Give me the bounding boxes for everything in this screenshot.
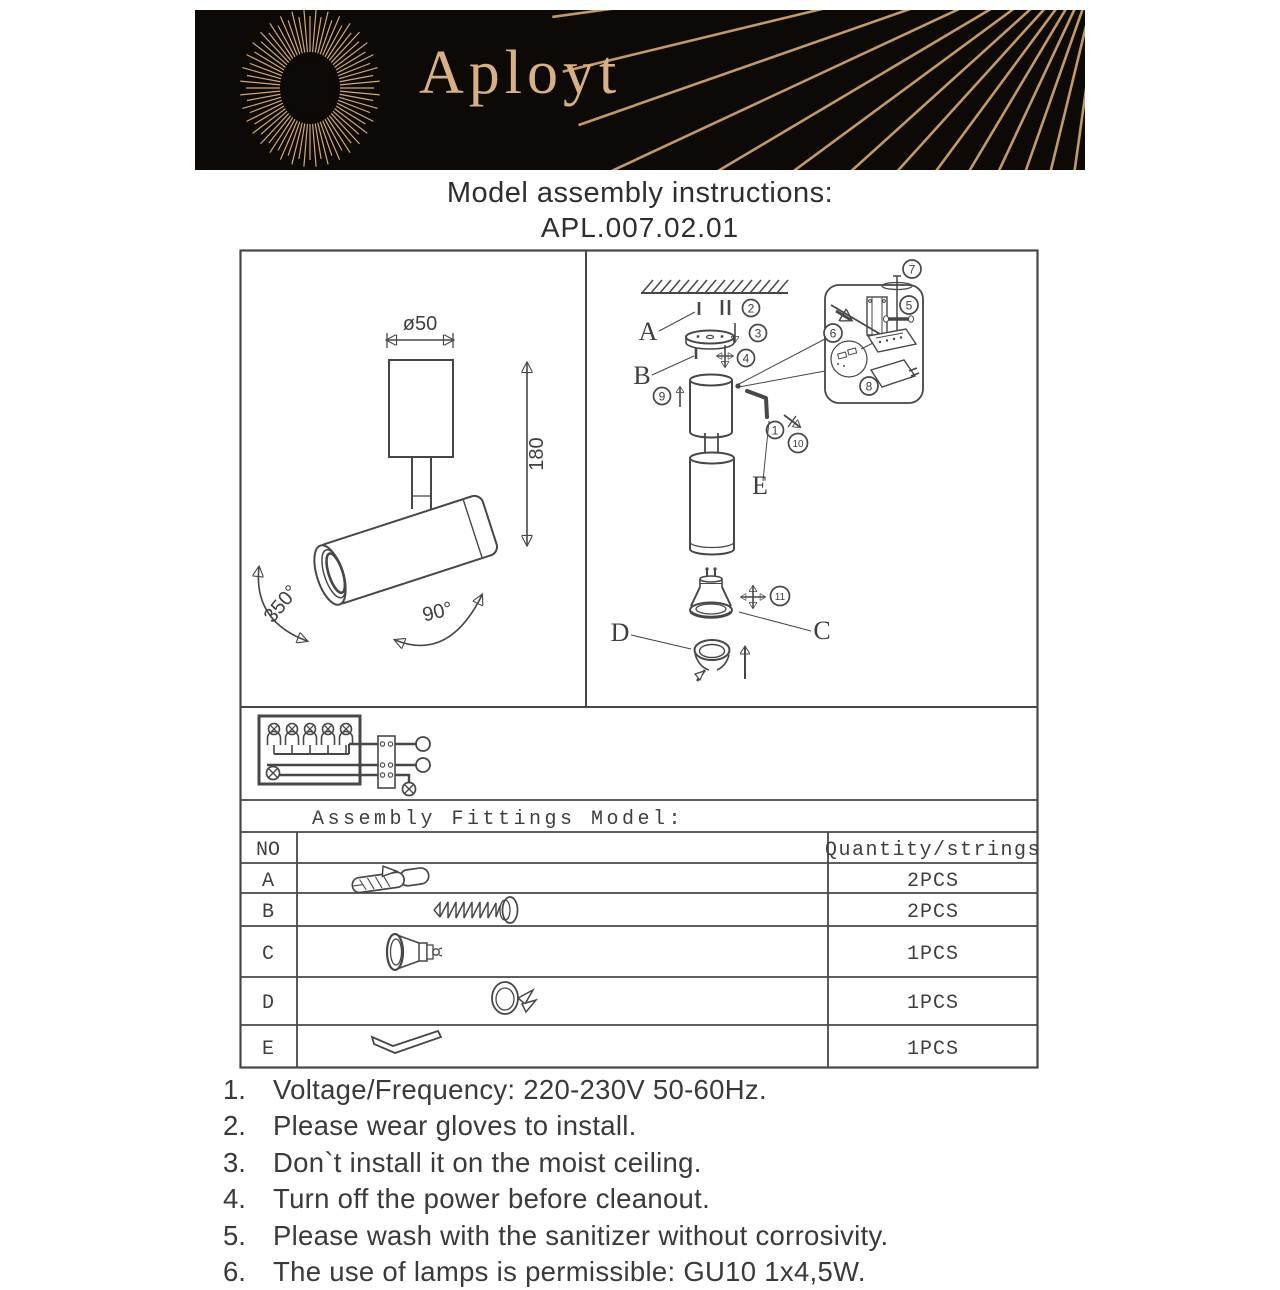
row-d-no: D bbox=[261, 992, 275, 1015]
note-item bbox=[215, 1181, 888, 1217]
svg-text:11: 11 bbox=[774, 592, 786, 603]
note-text: The use of lamps is permissible: GU10 1x4,5W. bbox=[273, 1255, 866, 1287]
callout-9 bbox=[654, 388, 671, 405]
note-item bbox=[215, 1108, 888, 1144]
note-text: Please wash with the sanitizer without corrosivity. bbox=[273, 1219, 889, 1251]
row-c-no: C bbox=[261, 943, 275, 966]
note-number: 4. bbox=[223, 1183, 246, 1215]
note-number: 6. bbox=[223, 1255, 246, 1287]
diagram-area bbox=[239, 249, 1039, 1069]
sunburst-logo-icon bbox=[240, 10, 379, 167]
row-e-no: E bbox=[261, 1038, 275, 1061]
mounting-screw-icon bbox=[434, 897, 518, 923]
callout-11 bbox=[771, 587, 790, 606]
lower-cylinder bbox=[690, 453, 734, 464]
row-d-quantity: 1PCS bbox=[906, 992, 960, 1015]
svg-text:5: 5 bbox=[905, 298, 913, 313]
trim-ring-clip-icon bbox=[492, 982, 536, 1014]
wall-anchor-icon bbox=[350, 860, 429, 893]
note-number: 3. bbox=[223, 1146, 246, 1178]
part-label-a: A bbox=[638, 317, 658, 346]
height-dimension-label: 180 bbox=[526, 437, 548, 471]
row-b-quantity: 2PCS bbox=[906, 901, 960, 924]
callout-2 bbox=[743, 300, 760, 317]
note-item bbox=[215, 1145, 888, 1181]
note-text: Don`t install it on the moist ceiling. bbox=[273, 1146, 702, 1178]
note-item bbox=[215, 1072, 888, 1108]
callout-6 bbox=[824, 324, 842, 342]
row-e-quantity: 1PCS bbox=[906, 1038, 960, 1061]
note-text: Voltage/Frequency: 220-230V 50-60Hz. bbox=[273, 1074, 767, 1105]
gu10-lamp-drawing bbox=[690, 567, 732, 617]
brand-logotype: Aployt bbox=[419, 39, 622, 107]
trim-ring-drawing bbox=[695, 640, 730, 681]
callout-4 bbox=[738, 350, 755, 367]
svg-text:8: 8 bbox=[865, 379, 873, 394]
column-header-quantity: Quantity/strings bbox=[824, 839, 1039, 862]
part-label-b: B bbox=[633, 361, 651, 390]
wiring-diagram bbox=[259, 716, 430, 796]
row-a-quantity: 2PCS bbox=[906, 870, 960, 893]
svg-text:6: 6 bbox=[829, 326, 837, 341]
swivel-angle-label: 350° bbox=[259, 581, 304, 628]
brand-banner bbox=[195, 10, 1085, 170]
canopy-drawing bbox=[389, 360, 453, 457]
spot-head-drawing bbox=[308, 494, 499, 609]
model-number: APL.007.02.01 bbox=[540, 212, 740, 243]
ceiling-hatch bbox=[642, 280, 788, 293]
note-number: 1. bbox=[223, 1074, 246, 1105]
callout-10 bbox=[789, 434, 808, 453]
page-title: Model assembly instructions: bbox=[446, 177, 834, 209]
callout-5 bbox=[900, 296, 918, 314]
note-text: Turn off the power before cleanout. bbox=[273, 1183, 711, 1215]
column-header-no: NO bbox=[255, 839, 281, 862]
note-number: 2. bbox=[223, 1110, 246, 1142]
gu10-lamp-icon bbox=[387, 934, 442, 970]
svg-text:10: 10 bbox=[792, 439, 804, 450]
lamp-symbol-bottom-left bbox=[267, 767, 280, 780]
svg-text:1: 1 bbox=[771, 423, 779, 438]
lamp-symbol-output bbox=[403, 783, 416, 796]
row-b-no: B bbox=[261, 901, 275, 924]
note-number: 5. bbox=[223, 1219, 246, 1251]
exploded-assembly-diagram bbox=[611, 260, 923, 681]
svg-text:2: 2 bbox=[747, 301, 755, 316]
note-text: Please wear gloves to install. bbox=[273, 1110, 637, 1142]
part-label-d: D bbox=[610, 618, 630, 647]
row-a-no: A bbox=[261, 870, 275, 893]
hex-key-icon bbox=[372, 1031, 441, 1053]
svg-text:7: 7 bbox=[908, 262, 916, 277]
canopy-plate bbox=[686, 331, 734, 344]
note-item bbox=[215, 1254, 888, 1290]
installation-notes bbox=[215, 1072, 888, 1290]
part-label-e: E bbox=[752, 471, 768, 500]
part-label-c: C bbox=[813, 616, 831, 645]
diameter-dimension-label: ø50 bbox=[402, 313, 438, 335]
callout-3 bbox=[750, 325, 767, 342]
terminal-detail-inset bbox=[824, 260, 923, 403]
svg-text:3: 3 bbox=[754, 326, 762, 341]
tilt-angle-label: 90° bbox=[420, 597, 455, 627]
lamp-symbols bbox=[268, 724, 353, 755]
fittings-section-title: Assembly Fittings Model: bbox=[312, 808, 685, 831]
svg-text:9: 9 bbox=[658, 389, 666, 404]
product-dimension-drawing bbox=[258, 313, 548, 645]
ray-fan-decoration-icon bbox=[552, 10, 1085, 170]
banner-art bbox=[195, 10, 1085, 170]
upper-cylinder bbox=[690, 375, 732, 386]
hex-key-drawing bbox=[747, 391, 767, 417]
note-item bbox=[215, 1218, 888, 1254]
svg-text:4: 4 bbox=[742, 351, 750, 366]
callout-8 bbox=[860, 377, 878, 395]
callout-7 bbox=[903, 260, 921, 278]
row-c-quantity: 1PCS bbox=[906, 943, 960, 966]
